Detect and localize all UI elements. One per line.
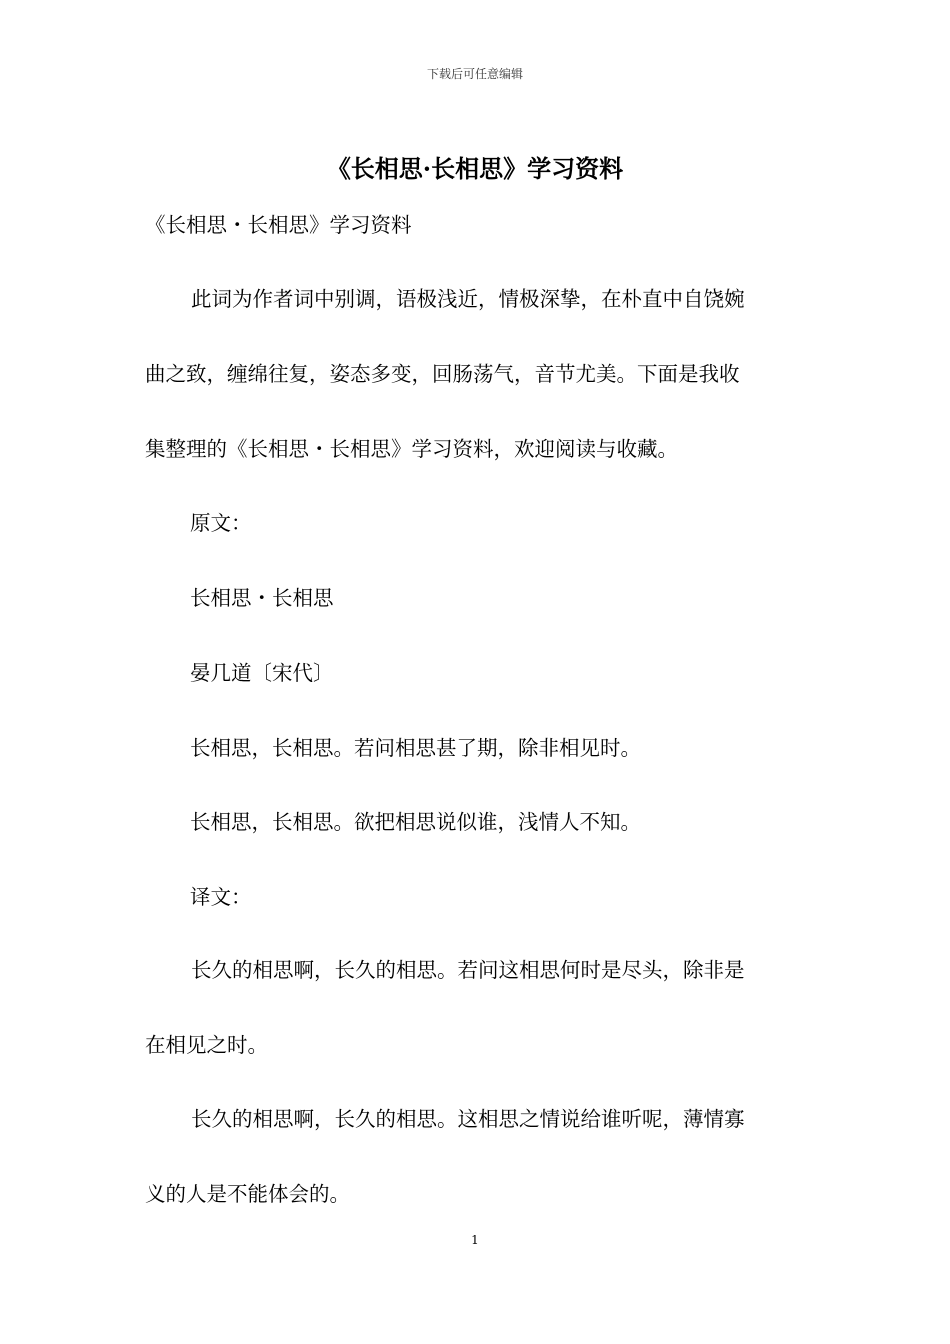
original-label: 原文： — [190, 511, 252, 535]
page-number: 1 — [471, 1233, 479, 1247]
translation-1-line-1: 长久的相思啊，长久的相思。若问这相思何时是尽头，除非是 — [191, 958, 745, 982]
translation-paragraph-1 — [145, 933, 807, 1083]
intro-line-1: 此词为作者词中别调，语极浅近，情极深挚，在朴直中自饶婉 — [191, 287, 745, 311]
poem-author: 晏几道〔宋代〕 — [190, 661, 334, 685]
translation-1-line-2: 在相见之时。 — [145, 1033, 268, 1057]
translation-2-line-1: 长久的相思啊，长久的相思。这相思之情说给谁听呢，薄情寡 — [191, 1107, 745, 1131]
document-subtitle: 《长相思・长相思》学习资料 — [145, 213, 412, 237]
translation-2-line-2: 义的人是不能体会的。 — [145, 1182, 350, 1206]
translation-label: 译文： — [190, 885, 252, 909]
intro-paragraph — [145, 262, 807, 487]
intro-line-3: 集整理的《长相思・长相思》学习资料，欢迎阅读与收藏。 — [145, 437, 678, 461]
poem-title: 长相思・长相思 — [190, 586, 334, 610]
header-note: 下载后可任意编辑 — [426, 67, 523, 81]
poem-line-1: 长相思，长相思。若问相思甚了期，除非相见时。 — [190, 736, 641, 760]
intro-line-2: 曲之致，缠绵往复，姿态多变，回肠荡气，音节尤美。下面是我收 — [145, 362, 740, 386]
poem-line-2: 长相思，长相思。欲把相思说似谁，浅情人不知。 — [190, 810, 641, 834]
translation-paragraph-2 — [145, 1082, 807, 1232]
document-title: 《长相思·长相思》学习资料 — [326, 154, 624, 183]
